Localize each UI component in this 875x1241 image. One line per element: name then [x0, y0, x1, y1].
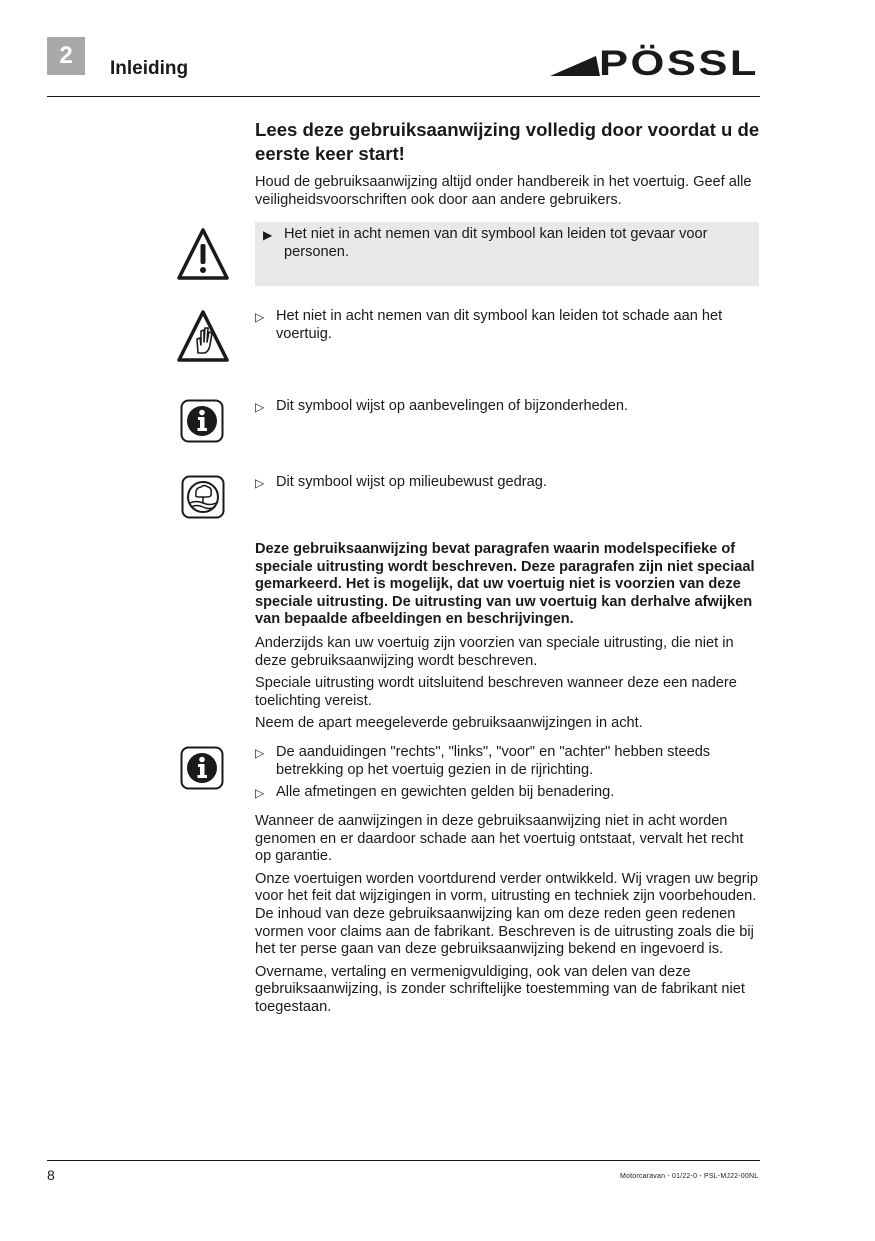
info-icon — [180, 746, 224, 790]
page-number: 8 — [47, 1167, 55, 1183]
logo-wordmark: PÖSSL — [599, 44, 759, 78]
symbol-info-text — [255, 398, 760, 416]
bullet-marker: ▷ — [255, 310, 265, 324]
symbol-damage-label: Het niet in acht nemen van dit symbool kan leiden tot schade aan het voertuig. — [276, 308, 723, 342]
paragraph-group-a — [255, 635, 760, 733]
paragraph: Speciale uitrusting wordt uitsluitend beschreven wanneer deze een nadere toelichting vereist. — [255, 675, 737, 709]
symbol-environment-text — [255, 474, 760, 492]
paragraph: Onze voertuigen worden voortdurend verder ontwikkeld. Wij vragen uw begrip voor het feit dat wijzigingen in vorm, uitrusting en techniek zijn voorbehouden. De inhoud van deze gebruiksaanwijzing kan om deze reden geen redenen vormen voor claims aan de fabrikant. Beschreven is de uitrusting zoals die bij het ter perse gaan van deze gebruiksaanwijzing bekend en ingevoerd is. — [255, 870, 758, 958]
list-item-text: De aanduidingen "rechts", "links", "voor" en "achter" hebben steeds betrekking op het voertuig gezien in de rijrichting. — [276, 744, 711, 778]
hand-warning-icon — [176, 309, 230, 363]
paragraph: Wanneer de aanwijzingen in deze gebruiksaanwijzing niet in acht worden genomen en er daardoor schade aan het voertuig ontstaat, vervalt het recht op garantie. — [255, 813, 744, 865]
symbol-info-label: Dit symbool wijst op aanbevelingen of bijzonderheden. — [276, 398, 629, 414]
bullet-marker: ▷ — [255, 746, 265, 760]
paragraph: Anderzijds kan uw voertuig zijn voorzien van speciale uitrusting, die niet in deze gebruiksaanwijzing wordt beschreven. — [255, 635, 734, 669]
chapter-number-badge: 2 — [47, 37, 85, 75]
symbol-danger-text — [263, 226, 723, 261]
symbol-damage-text — [255, 308, 760, 343]
bullet-marker: ▷ — [255, 400, 265, 414]
paragraph: Overname, vertaling en vermenigvuldiging, ook van delen van deze gebruiksaanwijzing, is zonder schriftelijke toestemming van de fabrikant niet toegestaan. — [255, 963, 745, 1015]
logo-swoosh — [550, 56, 600, 76]
list-item — [255, 784, 760, 802]
list-item — [255, 744, 760, 779]
bullet-marker: ▷ — [255, 476, 265, 490]
info-icon — [180, 399, 224, 443]
header-rule — [47, 96, 760, 97]
symbol-environment-label: Dit symbool wijst op milieubewust gedrag. — [276, 474, 547, 490]
document-code: Motorcaravan - 01/22-0 - PSL-MJ22-00NL — [620, 1173, 759, 1180]
possl-logo — [550, 44, 760, 78]
environment-icon — [181, 475, 225, 519]
footer-rule — [47, 1160, 760, 1161]
bullet-marker: ▶ — [263, 228, 273, 242]
paragraph: Neem de apart meegeleverde gebruiksaanwijzingen in acht. — [255, 715, 643, 732]
intro-paragraph: Houd de gebruiksaanwijzing altijd onder handbereik in het voertuig. Geef alle veiligheidsvoorschriften ook door aan andere gebruikers. — [255, 174, 752, 208]
symbol-danger-label: Het niet in acht nemen van dit symbool kan leiden tot gevaar voor personen. — [284, 226, 708, 260]
info-bullet-list — [255, 744, 760, 802]
chapter-title: Inleiding — [110, 58, 189, 79]
paragraph-group-b — [255, 813, 760, 1017]
special-equipment-notice: Deze gebruiksaanwijzing bevat paragrafen waarin modelspecifieke of speciale uitrusting wordt beschreven. Deze paragrafen zijn niet speciaal gemarkeerd. Het is mogelijk, dat uw voertuig niet is voorzien van deze speciale uitrusting. De uitrusting van uw voertuig kan derhalve afwijken van bepaalde afbeeldingen en beschrijvingen. — [255, 541, 755, 628]
page-heading: Lees deze gebruiksaanwijzing volledig door voordat u de eerste keer start! — [255, 119, 760, 164]
bullet-marker: ▷ — [255, 786, 265, 801]
list-item-text: Alle afmetingen en gewichten gelden bij benadering. — [276, 784, 615, 801]
warning-triangle-icon — [176, 227, 230, 281]
